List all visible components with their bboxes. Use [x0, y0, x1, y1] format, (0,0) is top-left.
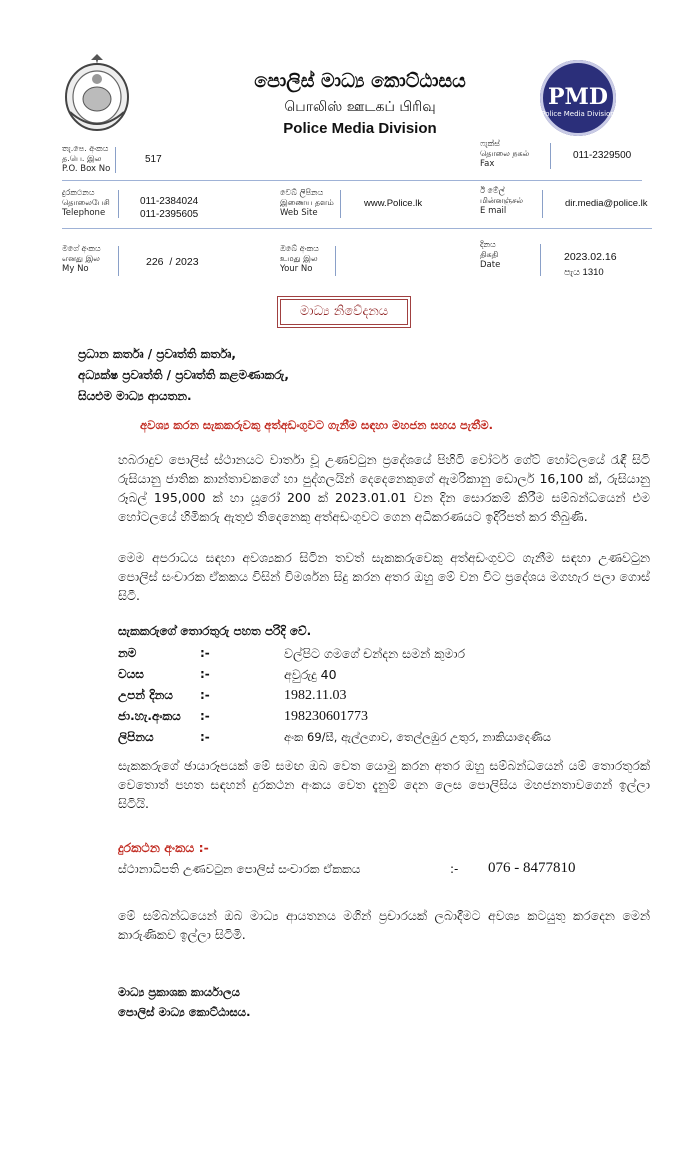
detail-row: වයස :- අවුරුදු 40	[118, 667, 337, 682]
phone-unit-label: ස්ථානාධිපති උණවටුන පොලිස් සංචාරක ඒකකය	[118, 862, 361, 876]
suspect-details	[118, 646, 658, 751]
police-emblem	[62, 52, 132, 136]
detail-row: උපන් දිනය :- 1982.11.03	[118, 688, 347, 703]
signature-block	[118, 982, 250, 1022]
my-no-label: මගේ අංකය எனது இல My No	[62, 244, 101, 274]
subject-heading: අවශ්‍ය කරන සැකකරුවකු අත්අඩංගුවට ගැනීම සඳහා මහජන සහය පැතීම.	[140, 418, 494, 432]
email-label: ඊ මේල් மின்னஞ்சல் E mail	[480, 186, 524, 216]
paragraph-3: සැකකරුගේ ඡායාරූපයක් මේ සමඟ ඔබ වෙත යොමු කරන අතර ඔහු සම්බන්ධයෙන් යම් තොරතුරක් වෙතොත් පහත සඳහන් දුරකථන අංකය වෙත දැනුම් දෙන ලෙස පොලිසිය මහජනතාවගෙන් ඉල්ලා සිටියි.	[118, 758, 650, 811]
time-value: පැය 1310	[564, 267, 604, 278]
phone-heading: දුරකථන අංකය :-	[118, 840, 209, 855]
fax-label: ෆැක්ස් தொலை நகல் Fax	[480, 139, 530, 169]
paragraph-4: මේ සම්බන්ධයෙන් ඔබ මාධ්‍ය ආයතනය මගින් ප්‍රචාරයක් ලබාදීමට අවශ්‍ය කටයුතු කරදෙන මෙන් කාරුණිකව ඉල්ලා සිටිමි.	[118, 908, 650, 942]
telephone-value-1: 011-2384024	[140, 196, 199, 207]
signature-line: පොලිස් මාධ්‍ය කොට්ඨාසය.	[118, 1005, 251, 1019]
telephone-label: දුරකථනය தொலைபேசி Telephone	[62, 188, 110, 218]
my-no-value: 226 / 2023	[146, 256, 199, 268]
website-label: වෙබ් ලිපිනය இணைய தளம் Web Site	[280, 188, 334, 218]
title-tamil: பொலிஸ் ஊடகப் பிரிவு	[284, 99, 436, 115]
addressee-line: සියළුම මාධ්‍ය ආයතන.	[78, 389, 192, 403]
detail-row: නම :- වල්පිට ගමගේ චන්දන සමන් කුමාර	[118, 646, 466, 661]
addressee-line: අධ්‍යක්ෂ ප්‍රවෘත්ති / ප්‍රවෘත්ති කළමණාකරු,	[78, 368, 289, 382]
pobox-label: තැ.පෙ. අංකය த.பெ. இல P.O. Box No	[62, 144, 111, 174]
pmd-logo	[540, 60, 616, 136]
paragraph-1: හබරාදුව පොලිස් ස්ථානයට වාර්තා වූ උණවටුන ප්‍රදේශයේ පිහිටි වෝටර් ගේට් හෝටලයේ රැඳී සිටි රුසියානු ජාතික කාන්තාවකගේ හා පුද්ගලයින් දෙදෙනෙකුගේ ඇමරිකානු ඩොලර් 16,100 ක්, රුසියානු රූබල් 195,000 ක් හා යූරෝ 200 ක් 2023.01.01 වන දින සොරකම් කිරීම සම්බන්ධයෙන් එම හෝටලයේ හිමිකරු ඇතුළු තිදෙනෙකු අත්අඩංගුවට ගෙන අධිකරණයට ඉදිරිපත් කර තිබුණි.	[118, 452, 650, 524]
pmd-logo-subtext: Police Media Division	[541, 110, 615, 118]
website-value: www.Police.lk	[364, 198, 423, 209]
addressee-line: ප්‍රධාන කර්තෘ / ප්‍රවෘත්ති කර්තෘ,	[78, 347, 236, 361]
paragraph-2: මෙම අපරාධය සඳහා අවශ්‍යකර සිටින තවත් සැකකරුවෙකු අත්අඩංගුවට ගැනීම සඳහා උණවටුන පොලිස් සංචාරක ඒකකය විසින් විමර්ශන සිදු කරන අතර ඔහු මේ වන විට ප්‍රදේශය මගහැර පලා ගොස් සිටී.	[118, 550, 650, 603]
addressee-list	[78, 344, 289, 407]
signature-line: මාධ්‍ය ප්‍රකාශක කාර්යාලය	[118, 985, 240, 999]
telephone-value-2: 011-2395605	[140, 209, 199, 220]
date-label: දිනය திகதி Date	[480, 240, 501, 270]
phone-separator: :-	[450, 862, 459, 876]
details-heading: සැකකරුගේ තොරතුරු පහත පරිදි වේ.	[118, 624, 312, 638]
detail-row: ජා.හැ.අංකය :- 198230601773	[118, 709, 368, 724]
date-value: 2023.02.16	[564, 251, 617, 263]
fax-value: 011-2329500	[573, 150, 632, 161]
detail-row: ලිපිනය :- අංක 69/සී, ඇල්ලගාව, තෙල්ලඹුර උතුර, නාකියාදෙණිය	[118, 730, 552, 744]
notice-title: මාධ්‍ය නිවේදනය	[277, 296, 411, 328]
email-value: dir.media@police.lk	[565, 198, 648, 209]
pobox-value: 517	[145, 154, 162, 165]
phone-number: 076 - 8477810	[488, 860, 576, 876]
pmd-logo-text: PMD	[548, 84, 608, 110]
title-sinhala: පොලිස් මාධ්‍ය කොට්ඨාසය	[254, 70, 466, 92]
your-no-label: ඔබේ අංකය உமது இல Your No	[280, 244, 319, 274]
title-english: Police Media Division	[283, 120, 437, 137]
